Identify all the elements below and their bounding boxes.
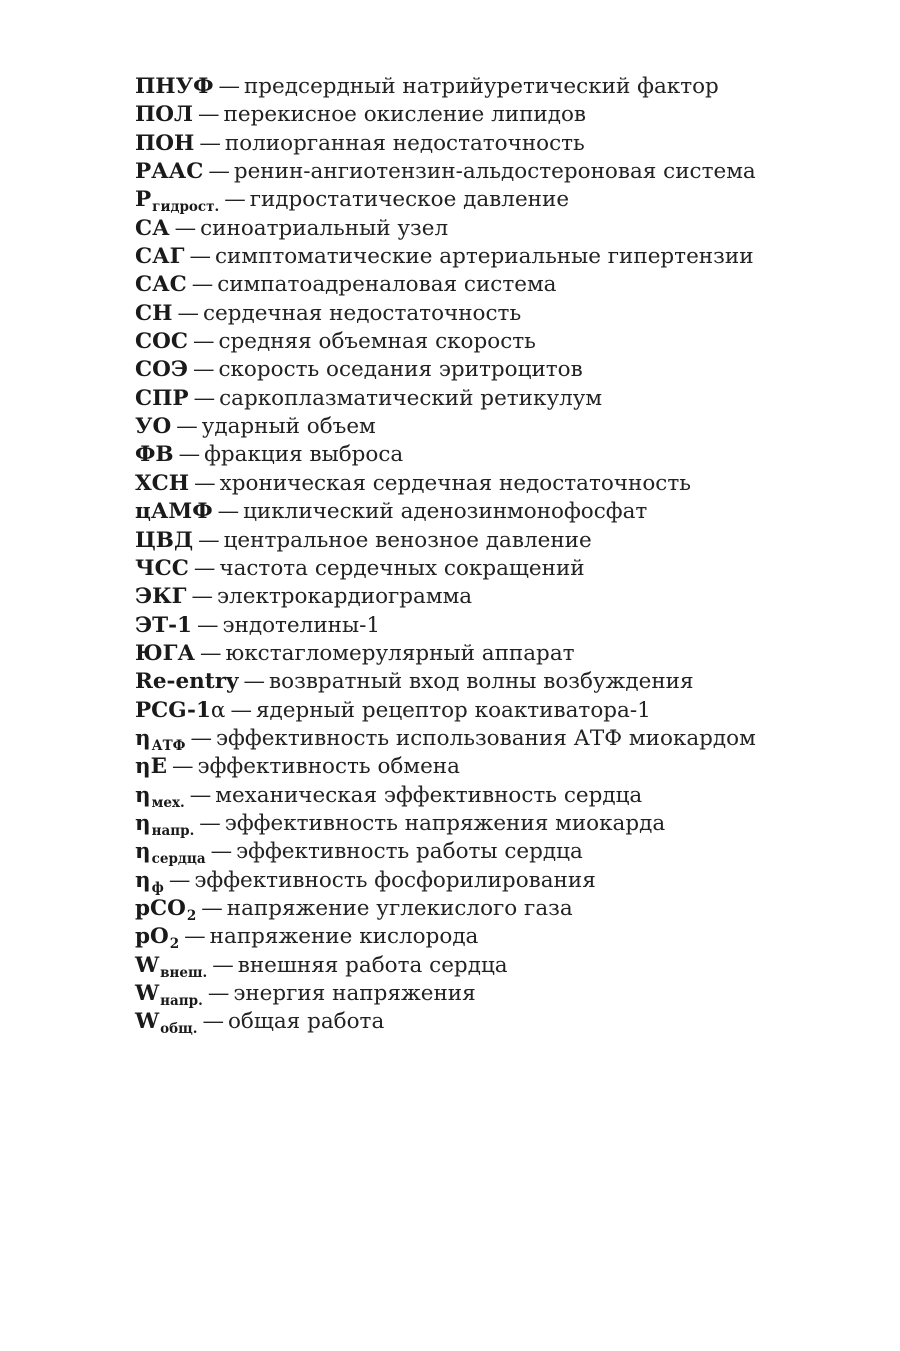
abbreviation-subscript: напр. <box>151 822 195 839</box>
abbreviation-entry <box>135 1008 855 1036</box>
abbreviation-entry <box>135 101 855 129</box>
dash-separator: — <box>168 867 191 893</box>
abbreviation-subscript: АТФ <box>151 737 186 754</box>
dash-separator: — <box>198 102 220 128</box>
abbreviation-main: СОС <box>135 329 188 355</box>
abbreviation-term <box>135 754 167 779</box>
abbreviation-entry <box>135 895 855 923</box>
abbreviation-term <box>135 725 186 754</box>
abbreviation-definition: сердечная недостаточность <box>202 300 522 326</box>
abbreviation-entry <box>135 215 855 243</box>
abbreviation-definition: фракция выброса <box>204 442 404 468</box>
abbreviation-definition: средняя объемная скорость <box>218 329 536 355</box>
abbreviation-term <box>135 131 194 156</box>
dash-separator: — <box>192 357 215 383</box>
dash-separator: — <box>200 640 222 666</box>
abbreviation-entry <box>135 243 855 271</box>
abbreviation-definition: ренин-ангиотензин-альдостероновая система <box>233 159 756 185</box>
dash-separator: — <box>178 442 201 468</box>
dash-separator: — <box>196 612 219 638</box>
dash-separator: — <box>202 1009 224 1035</box>
abbreviation-main: P <box>135 187 152 213</box>
abbreviation-main: ХСН <box>135 470 190 496</box>
abbreviation-main: η <box>135 782 151 808</box>
abbreviation-main: ФВ <box>135 442 174 468</box>
abbreviation-definition: эффективность работы сердца <box>236 839 583 865</box>
abbreviation-term <box>135 442 174 467</box>
abbreviation-main: СА <box>135 215 170 241</box>
abbreviation-definition: скорость оседания эритроцитов <box>218 357 583 383</box>
dash-separator: — <box>198 527 220 553</box>
abbreviation-subscript: сердца <box>151 851 206 868</box>
dash-separator: — <box>208 159 230 185</box>
abbreviation-main: ЮГА <box>135 640 196 666</box>
abbreviation-term <box>135 414 171 439</box>
abbreviation-term <box>135 556 189 581</box>
abbreviation-definition: эффективность напряжения миокарда <box>224 810 666 836</box>
abbreviation-definition: циклический аденозинмонофосфат <box>243 499 648 525</box>
abbreviation-main: ПОЛ <box>135 102 194 128</box>
dash-separator: — <box>184 924 206 950</box>
abbreviation-main: pO <box>135 924 169 950</box>
abbreviation-main: ПНУФ <box>135 74 214 99</box>
abbreviation-definition: эндотелины-1 <box>222 612 381 638</box>
dash-separator: — <box>224 187 246 213</box>
abbreviation-entry <box>135 640 855 668</box>
abbreviation-main: η <box>135 867 151 893</box>
dash-separator: — <box>191 272 214 298</box>
abbreviation-definition: симптоматические артериальные гипертензии <box>214 244 754 270</box>
abbreviation-entry <box>135 612 855 640</box>
abbreviation-main: ЦВД <box>135 527 194 553</box>
abbreviation-entry <box>135 810 855 838</box>
abbreviation-main: СПР <box>135 385 189 411</box>
abbreviation-main: РААС <box>135 159 204 185</box>
abbreviation-main: W <box>135 952 160 978</box>
abbreviation-definition: механическая эффективность сердца <box>215 782 643 808</box>
abbreviation-definition: частота сердечных сокращений <box>219 555 585 581</box>
abbreviation-definition: электрокардиограмма <box>217 584 473 610</box>
abbreviation-main: η <box>135 839 151 865</box>
dash-separator: — <box>189 782 212 808</box>
abbreviation-main: ЭКГ <box>135 584 187 610</box>
abbreviation-definition: ударный объем <box>201 414 376 440</box>
dash-separator: — <box>193 555 216 581</box>
abbreviation-term <box>135 584 187 609</box>
dash-separator: — <box>176 414 198 440</box>
abbreviation-main: PCG-1 <box>135 697 211 723</box>
abbreviation-entry <box>135 555 855 583</box>
abbreviation-definition: эффективность обмена <box>197 754 460 780</box>
abbreviation-entry <box>135 782 855 810</box>
dash-separator: — <box>194 470 216 496</box>
abbreviation-subscript: общ. <box>160 1021 198 1038</box>
abbreviation-subscript: 2 <box>169 936 180 953</box>
abbreviation-term <box>135 272 187 297</box>
abbreviation-main: W <box>135 1009 160 1035</box>
abbreviation-definition: перекисное окисление липидов <box>223 102 587 128</box>
abbreviation-entry <box>135 470 855 498</box>
abbreviation-definition: полиорганная недостаточность <box>224 130 585 156</box>
abbreviation-main: СОЭ <box>135 357 188 383</box>
abbreviation-term <box>135 471 189 496</box>
abbreviation-subscript: 2 <box>186 907 197 924</box>
abbreviation-main: η <box>135 725 151 751</box>
dash-separator: — <box>190 725 212 751</box>
dash-separator: — <box>230 697 252 723</box>
abbreviation-main: ПОН <box>135 130 195 156</box>
abbreviation-entry <box>135 498 855 526</box>
abbreviation-definition: хроническая сердечная недостаточность <box>219 470 691 496</box>
abbreviation-main: η <box>135 810 151 836</box>
abbreviation-entry <box>135 923 855 951</box>
abbreviation-term <box>135 810 195 839</box>
dash-separator: — <box>189 244 211 270</box>
abbreviation-entry <box>135 867 855 895</box>
dash-separator: — <box>177 300 199 326</box>
abbreviation-definition: юкстагломерулярный аппарат <box>225 640 575 666</box>
abbreviation-entry <box>135 413 855 441</box>
abbreviation-entry <box>135 385 855 413</box>
abbreviation-entry <box>135 527 855 555</box>
abbreviation-main: W <box>135 981 160 1006</box>
abbreviation-definition: напряжение кислорода <box>209 924 479 950</box>
dash-separator: — <box>199 810 221 836</box>
abbreviation-entry <box>135 356 855 384</box>
abbreviation-term <box>135 895 197 924</box>
abbreviation-definition: синоатриальный узел <box>200 215 449 241</box>
dash-separator: — <box>212 952 234 978</box>
abbreviation-term <box>135 613 192 638</box>
abbreviation-main: УО <box>135 414 172 440</box>
abbreviation-definition: эффективность фосфорилирования <box>194 867 596 893</box>
abbreviation-term <box>135 159 203 184</box>
abbreviation-entry <box>135 952 855 980</box>
abbreviation-definition: предсердный натрийуретический фактор <box>243 74 719 99</box>
abbreviation-entry <box>135 158 855 186</box>
dash-separator: — <box>172 754 194 780</box>
abbreviation-main: САС <box>135 272 187 298</box>
abbreviation-term <box>135 102 193 127</box>
abbreviation-term <box>135 528 193 553</box>
abbreviation-definition: гидростатическое давление <box>249 187 570 213</box>
abbreviation-subscript: гидрост. <box>152 199 220 216</box>
abbreviation-term <box>135 329 188 354</box>
abbreviation-greek: α <box>210 697 226 723</box>
abbreviation-term <box>135 386 189 411</box>
dash-separator: — <box>217 499 240 525</box>
abbreviation-term <box>135 782 185 811</box>
abbreviation-subscript: мех. <box>151 794 185 811</box>
abbreviation-main: САГ <box>135 244 185 270</box>
abbreviation-term <box>135 669 239 694</box>
abbreviation-subscript: ф <box>151 879 164 896</box>
abbreviation-definition: ядерный рецептор коактиватора-1 <box>255 697 651 723</box>
abbreviation-definition: центральное венозное давление <box>223 527 592 553</box>
abbreviation-term <box>135 187 220 216</box>
abbreviation-term <box>135 74 213 99</box>
abbreviation-definition: напряжение углекислого газа <box>226 895 573 921</box>
abbreviation-entry <box>135 300 855 328</box>
abbreviation-entry <box>135 441 855 469</box>
dash-separator: — <box>191 584 214 610</box>
dash-separator: — <box>201 895 223 921</box>
dash-separator: — <box>199 130 221 156</box>
abbreviation-term <box>135 216 170 241</box>
dash-separator: — <box>192 329 215 355</box>
abbreviation-entry <box>135 583 855 611</box>
abbreviation-entry <box>135 980 855 1008</box>
abbreviation-term <box>135 924 180 953</box>
abbreviation-definition: энергия напряжения <box>233 981 476 1006</box>
abbreviation-entry <box>135 838 855 866</box>
abbreviation-definition: эффективность использования АТФ миокардом <box>216 725 756 751</box>
abbreviation-term <box>135 641 195 666</box>
dash-separator: — <box>174 215 197 241</box>
abbreviation-list <box>135 73 855 1037</box>
abbreviation-main: ЭТ-1 <box>135 612 192 638</box>
abbreviation-term <box>135 952 208 981</box>
abbreviation-entry <box>135 271 855 299</box>
dash-separator: — <box>207 981 230 1006</box>
abbreviation-entry <box>135 73 855 101</box>
dash-separator: — <box>210 839 233 865</box>
abbreviation-term <box>135 244 184 269</box>
abbreviation-main: СН <box>135 300 173 326</box>
abbreviation-entry <box>135 668 855 696</box>
dash-separator: — <box>218 74 240 99</box>
abbreviation-main: ηE <box>135 754 168 780</box>
dash-separator: — <box>243 669 266 695</box>
abbreviation-definition: симпатоадреналовая система <box>217 272 557 298</box>
abbreviation-definition: возвратный вход волны возбуждения <box>269 669 694 695</box>
abbreviation-term <box>135 698 225 723</box>
abbreviation-entry <box>135 753 855 781</box>
abbreviation-term <box>135 839 206 868</box>
abbreviation-subscript: внеш. <box>160 964 208 981</box>
abbreviation-definition: общая работа <box>227 1009 385 1035</box>
abbreviation-term <box>135 867 164 896</box>
abbreviation-entry <box>135 697 855 725</box>
abbreviation-definition: саркоплазматический ретикулум <box>219 385 603 411</box>
abbreviation-subscript: напр. <box>160 993 203 1009</box>
abbreviation-term <box>135 357 188 382</box>
abbreviation-entry <box>135 186 855 214</box>
abbreviation-entry <box>135 130 855 158</box>
abbreviation-term <box>135 301 172 326</box>
abbreviation-definition: внешняя работа сердца <box>237 952 508 978</box>
abbreviation-main: Re-entry <box>135 669 239 695</box>
dash-separator: — <box>193 385 216 411</box>
abbreviation-entry <box>135 725 855 753</box>
abbreviation-entry <box>135 328 855 356</box>
abbreviation-term <box>135 1009 198 1038</box>
abbreviation-term <box>135 981 203 1009</box>
abbreviation-main: цАМФ <box>135 499 213 525</box>
abbreviation-term <box>135 499 213 524</box>
abbreviation-main: pCO <box>135 895 186 921</box>
abbreviation-main: ЧСС <box>135 555 189 581</box>
